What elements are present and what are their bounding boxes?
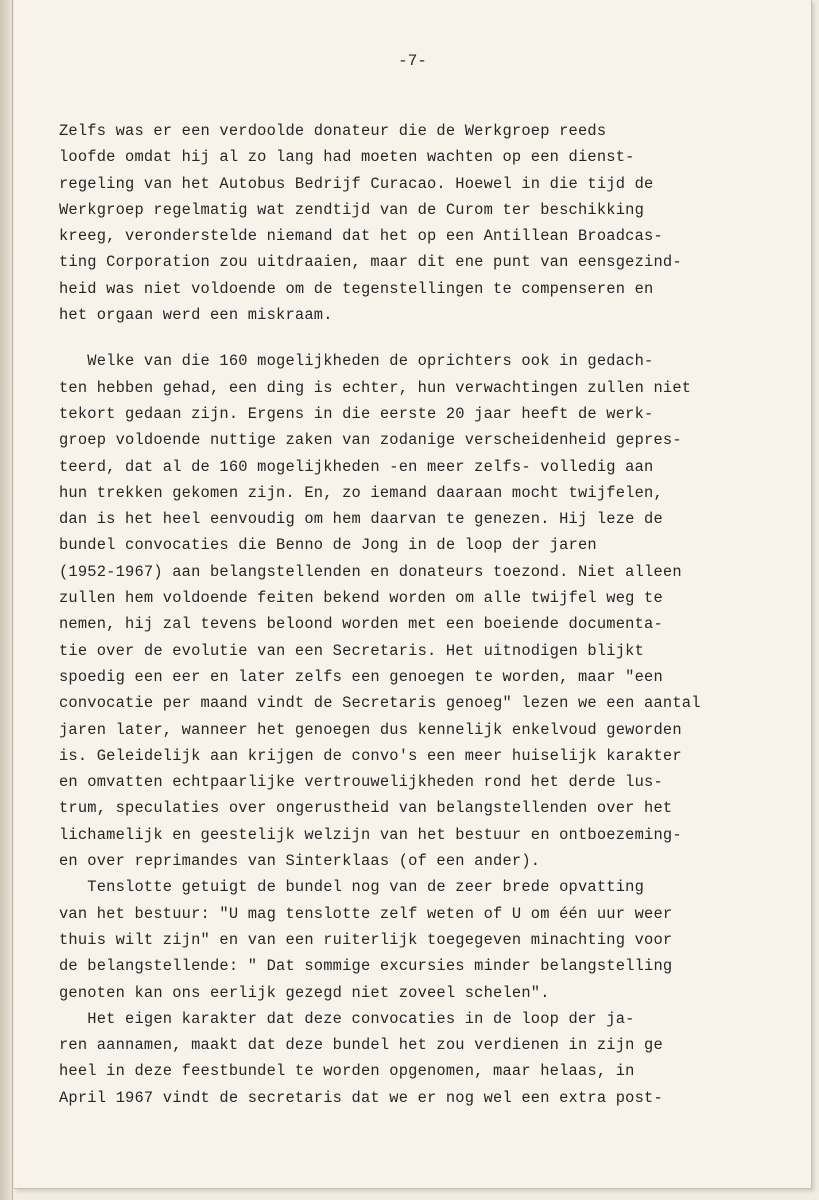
text-line: van het bestuur: "U mag tenslotte zelf weten of U om één uur weer [59,904,673,923]
text-line: groep voldoende nuttige zaken van zodanige verscheidenheid gepres- [59,431,682,450]
text-line: tekort gedaan zijn. Ergens in die eerste 20 jaar heeft de werk- [59,404,654,423]
text-line: zullen hem voldoende feiten bekend worden om alle twijfel weg te [59,589,663,608]
text-line: thuis wilt zijn" en van een ruiterlijk toegegeven minachting voor [59,930,673,949]
page-number: -7- [398,52,427,70]
text-line: de belangstellende: " Dat sommige excursies minder belangstelling [59,957,673,976]
text-line: loofde omdat hij al zo lang had moeten wachten op een dienst- [59,148,635,167]
text-line: ting Corporation zou uitdraaien, maar dit ene punt van eensgezind- [59,253,682,272]
text-line: regeling van het Autobus Bedrijf Curacao. Hoewel in die tijd de [59,174,654,193]
text-line: teerd, dat al de 160 mogelijkheden -en meer zelfs- volledig aan [59,457,654,476]
text-line: Welke van die 160 mogelijkheden de oprichters ook in gedach- [59,352,654,371]
paragraph-gap [59,328,759,348]
text-line: kreeg, veronderstelde niemand dat het op een Antillean Broadcas- [59,227,663,246]
text-line: nemen, hij zal tevens beloond worden met een boeiende documenta- [59,615,663,634]
text-line: jaren later, wanneer het genoegen dus kennelijk enkelvoud geworden [59,720,682,739]
text-line: hun trekken gekomen zijn. En, zo iemand daaraan mocht twijfelen, [59,483,663,502]
text-line: is. Geleidelijk aan krijgen de convo's een meer huiselijk karakter [59,746,682,765]
text-line: tie over de evolutie van een Secretaris. Het uitnodigen blijkt [59,641,645,660]
text-line: bundel convocaties die Benno de Jong in de loop der jaren [59,536,597,555]
text-line: ten hebben gehad, een ding is echter, hun verwachtingen zullen niet [59,378,692,397]
paragraph-3 [59,874,759,1005]
paragraph-4 [59,1006,759,1111]
document-page [14,0,812,1189]
text-line: het orgaan werd een miskraam. [59,306,333,325]
text-line: trum, speculaties over ongerustheid van belangstellenden over het [59,799,673,818]
text-line: (1952-1967) aan belangstellenden en donateurs toezond. Niet alleen [59,562,682,581]
text-line: Zelfs was er een verdoolde donateur die de Werkgroep reeds [59,122,607,140]
text-line: heel in deze feestbundel te worden opgenomen, maar helaas, in [59,1062,635,1081]
paragraph-1 [59,118,759,328]
text-line: ren aannamen, maakt dat deze bundel het zou verdienen in zijn ge [59,1036,663,1055]
text-line: genoten kan ons eerlijk gezegd niet zoveel schelen". [59,983,550,1002]
text-line: April 1967 vindt de secretaris dat we er nog wel een extra post- [59,1088,663,1107]
text-line: convocatie per maand vindt de Secretaris genoeg" lezen we een aantal [59,694,701,713]
text-line: en omvatten echtpaarlijke vertrouwelijkheden rond het derde lus- [59,773,663,792]
body-text [59,118,759,1111]
binding-edge [0,0,13,1200]
text-line: en over reprimandes van Sinterklaas (of een ander). [59,852,541,871]
text-line: Tenslotte getuigt de bundel nog van de zeer brede opvatting [59,878,645,897]
text-line: lichamelijk en geestelijk welzijn van het bestuur en ontboezeming- [59,825,682,844]
text-line: heid was niet voldoende om de tegenstellingen te compenseren en [59,279,654,298]
text-line: dan is het heel eenvoudig om hem daarvan te genezen. Hij leze de [59,510,663,529]
text-line: spoedig een eer en later zelfs een genoegen te worden, maar "een [59,667,663,686]
paragraph-2 [59,348,759,874]
text-line: Werkgroep regelmatig wat zendtijd van de Curom ter beschikking [59,200,645,219]
text-line: Het eigen karakter dat deze convocaties in de loop der ja- [59,1009,635,1028]
